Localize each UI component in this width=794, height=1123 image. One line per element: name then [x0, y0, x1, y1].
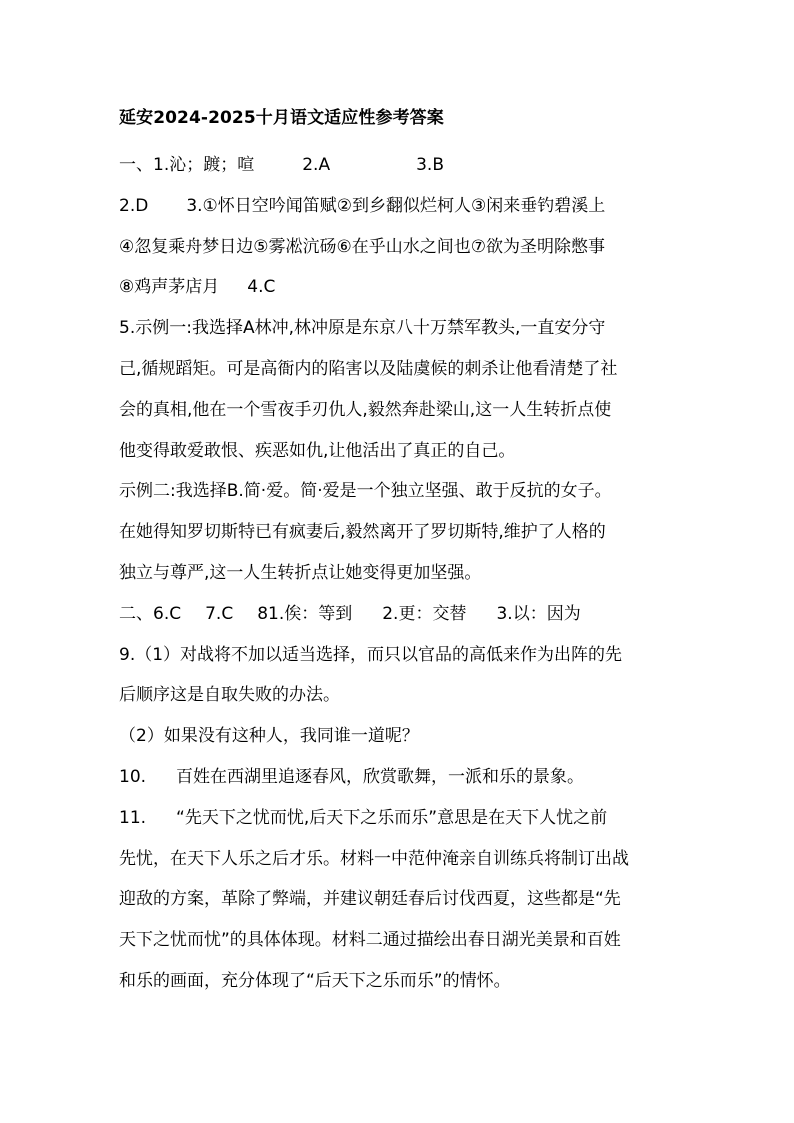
answer-content — [119, 104, 679, 1002]
q11-line: 天下之忧而忧”的具体体现。材料二通过描绘出春日湖光美景和百姓 — [119, 930, 621, 951]
q11-line: 先忧，在天下人乐之后才乐。材料一中范仲淹亲自训练兵将制订出战 — [119, 848, 629, 869]
q11-number: 11. — [119, 807, 147, 828]
q5-line: 示例二:我选择B.简·爱。简·爱是一个独立坚强、敢于反抗的女子。 — [119, 481, 612, 502]
line2-q3: 3.①怀日空吟闻笛赋②到乡翻似烂柯人③闲来垂钓碧溪上 — [186, 195, 606, 216]
q11-line: 和乐的画面，充分体现了“后天下之乐而乐”的情怀。 — [119, 970, 511, 991]
answer-line-3: ④忽复乘舟梦日边⑤雾凇沆砀⑥在乎山水之间也⑦欲为圣明除憋事 — [119, 236, 605, 257]
section2-q8c: 3.以：因为 — [496, 603, 581, 624]
q5-line: 己,循规蹈矩。可是高衙内的陷害以及陆虞候的刺杀让他看清楚了社 — [119, 358, 618, 379]
q5-line: 他变得敢爱敢恨、疾恶如仇,让他活出了真正的自己。 — [119, 440, 516, 461]
section2-q8b: 2.更：交替 — [382, 603, 467, 624]
line2-q2: 2.D — [119, 195, 149, 216]
q10-line — [119, 757, 679, 798]
q9-line: 9.（1）对战将不加以适当选择，而只以官品的高低来作为出阵的先 — [119, 644, 623, 665]
q5-line: 在她得知罗切斯特已有疯妻后,毅然离开了罗切斯特,维护了人格的 — [119, 522, 606, 543]
section2-q8a: 81.俟：等到 — [257, 603, 353, 624]
section1-q3: 3.B — [416, 155, 444, 175]
q10-number: 10. — [119, 766, 147, 787]
section2-q7: 7.C — [205, 603, 234, 624]
answer-line-section2 — [119, 594, 679, 635]
q11-line — [119, 798, 679, 839]
answer-line-section1 — [119, 145, 679, 186]
q10-text: 百姓在西湖里追逐春风，欣赏歌舞，一派和乐的景象。 — [176, 766, 585, 787]
q11-line: 迎敌的方案，革除了弊端，并建议朝廷春后讨伐西夏，这些都是“先 — [119, 889, 621, 910]
answer-line-4 — [119, 267, 679, 308]
q5-line: 会的真相,他在一个雪夜手刃仇人,毅然奔赴梁山,这一人生转折点使 — [119, 399, 612, 420]
q5-line: 5.示例一:我选择A林冲,林冲原是东京八十万禁军教头,一直安分守 — [119, 318, 606, 339]
q9-line: （2）如果没有这种人，我同谁一道呢？ — [119, 726, 419, 747]
section1-q1: 一、1.沁；踱；喧 — [119, 155, 255, 175]
line4-q4: 4.C — [247, 277, 276, 298]
answer-line-2 — [119, 186, 679, 227]
section1-q2: 2.A — [302, 155, 331, 175]
section2-q6: 二、6.C — [119, 603, 182, 624]
document-title: 延安2024-2025十月语文适应性参考答案 — [119, 108, 444, 128]
q9-line: 后顺序这是自取失败的办法。 — [119, 685, 340, 706]
line4-text: ⑧鸡声茅店月 — [119, 277, 220, 298]
q5-line: 独立与尊严,这一人生转折点让她变得更加坚强。 — [119, 562, 482, 583]
q11-first-text: “先天下之忧而忧,后天下之乐而乐”意思是在天下人忧之前 — [176, 807, 608, 828]
